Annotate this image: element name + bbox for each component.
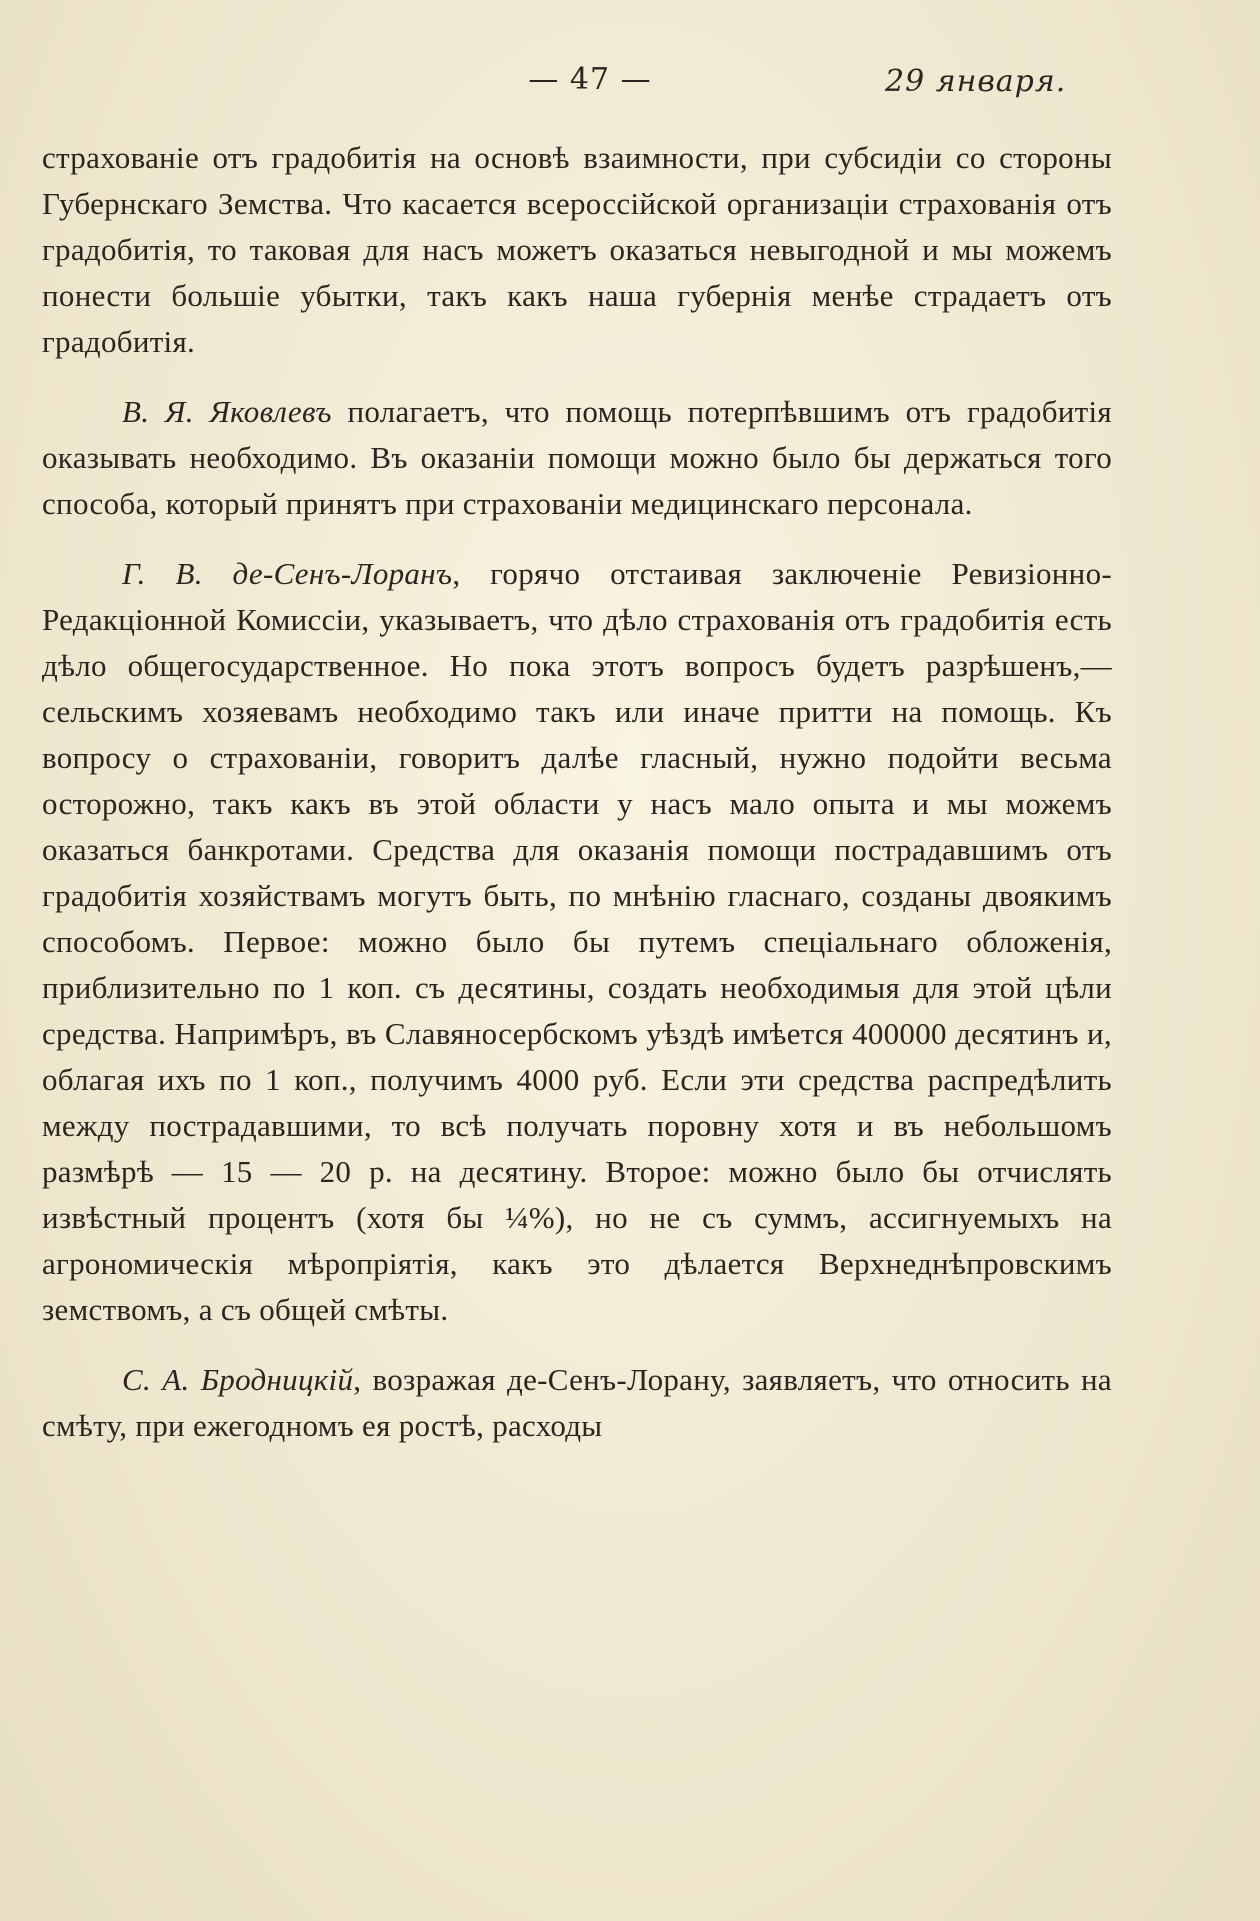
header-date: 29 января.: [885, 64, 1067, 99]
paragraph-text: , возражая де-Сенъ-Лорану, заявляетъ, что относить на смѣту, при ежегодномъ ея ростѣ, расходы: [42, 1362, 1112, 1443]
paragraph-text: полагаетъ, что помощь потерпѣвшимъ отъ градобитія оказывать необходимо. Въ оказаніи помощи можно было бы держаться того способа, который принятъ при страхованіи медицинскаго персонала.: [42, 394, 1112, 521]
speaker-name: С. А. Бродницкій: [122, 1362, 354, 1397]
paragraph-brodnitsky: [42, 1357, 1112, 1449]
page-header: [0, 62, 1260, 112]
page-number: — 47 —: [528, 62, 652, 97]
speaker-name: В. Я. Яковлевъ: [122, 394, 332, 429]
paragraph-de-sen-loran: [42, 551, 1112, 1333]
paragraph-text: , горячо отстаивая заключеніе Ревизіонно-Редакціонной Комиссіи, указываетъ, что дѣло страхованія отъ градобитія есть дѣло общегосударственное. Но пока этотъ вопросъ будетъ разрѣшенъ,—сельскимъ хозяевамъ необходимо такъ или иначе притти на помощь. Къ вопросу о страхованіи, говоритъ далѣе гласный, нужно подойти весьма осторожно, такъ какъ въ этой области у насъ мало опыта и мы можемъ оказаться банкротами. Средства для оказанія помощи пострадавшимъ отъ градобитія хозяйствамъ могутъ быть, по мнѣнію гласнаго, созданы двоякимъ способомъ. Первое: можно было бы путемъ спеціальнаго обложенія, приблизительно по 1 коп. съ десятины, создать необходимыя для этой цѣли средства. Напримѣръ, въ Славяносербскомъ уѣздѣ имѣется 400000 десятинъ и, облагая ихъ по 1 коп., получимъ 4000 руб. Если эти средства распредѣлить между пострадавшими, то всѣ получать поровну хотя и въ небольшомъ размѣрѣ — 15 — 20 р. на десятину. Второе: можно было бы отчислять извѣстный процентъ (хотя бы ¼%), но не съ суммъ, ассигнуемыхъ на агрономическія мѣропріятія, какъ это дѣлается Верхнеднѣпровскимъ земствомъ, а съ общей смѣты.: [42, 556, 1112, 1327]
paragraph-text: страхованіе отъ градобитія на основѣ взаимности, при субсидіи со стороны Губернскаго Земства. Что касается всероссійской организаціи страхованія отъ градобитія, то таковая для насъ можетъ оказаться невыгодной и мы можемъ понести большіе убытки, такъ какъ наша губернія менѣе страдаетъ отъ градобитія.: [42, 140, 1112, 359]
speaker-name: Г. В. де-Сенъ-Лоранъ: [122, 556, 453, 591]
paragraph-continuation: [42, 135, 1112, 365]
paragraph-yakovlev: [42, 389, 1112, 527]
body-text: [42, 135, 1112, 1473]
